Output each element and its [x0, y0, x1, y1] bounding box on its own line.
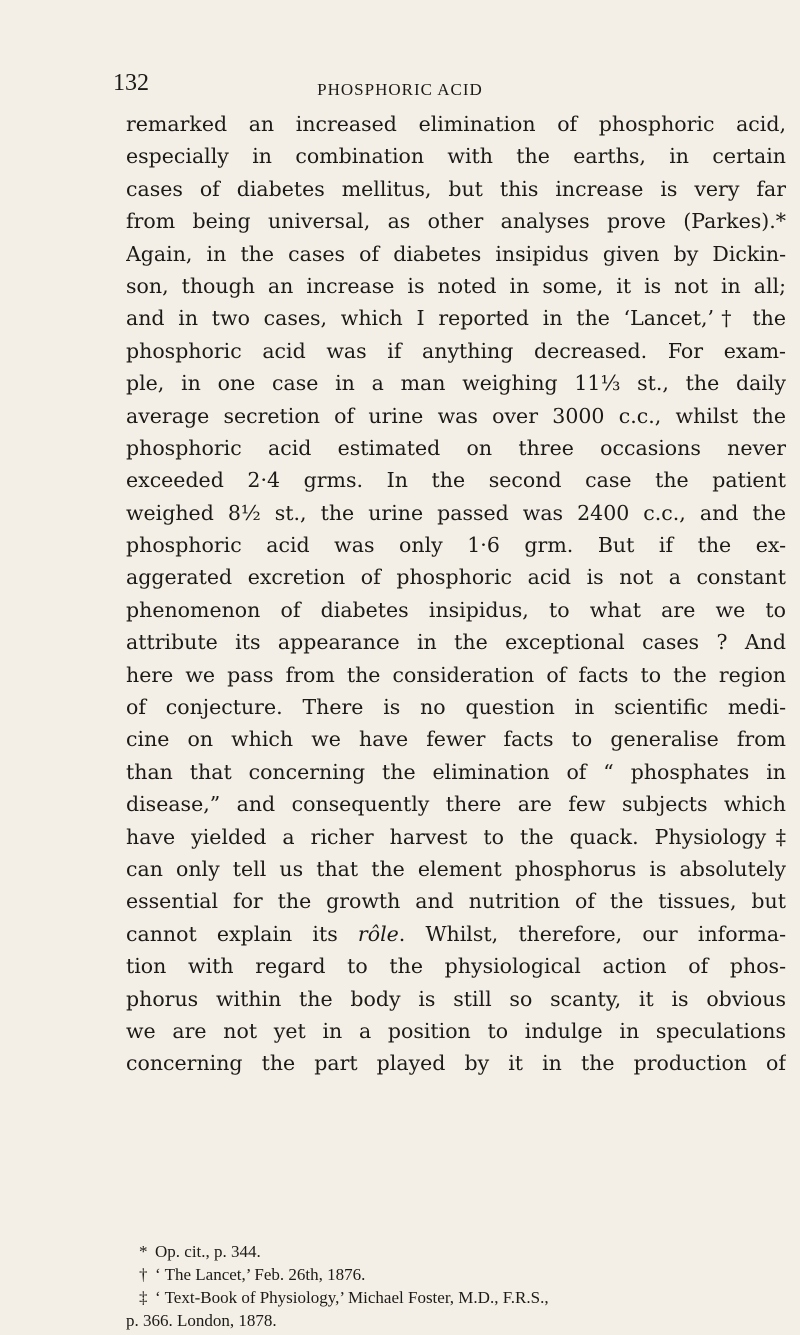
text-segment: cannot explain its — [126, 921, 358, 946]
text-line: weighed 8½ st., the urine passed was 2400 c.c., and the — [126, 500, 786, 525]
page-number: 132 — [113, 70, 149, 96]
footnote-mark: ‡ — [139, 1288, 148, 1307]
text-line: cine on which we have fewer facts to generalise from — [126, 727, 786, 752]
running-head: PHOSPHORIC ACID — [317, 80, 483, 99]
footnote-mark: † — [139, 1265, 148, 1284]
text-line: cases of diabetes mellitus, but this increase is very far — [126, 176, 786, 201]
body-text — [126, 108, 786, 1080]
text-line: have yielded a richer harvest to the quack. Physiology‡ — [126, 824, 786, 849]
text-line: tion with regard to the physiological action of phos- — [126, 954, 786, 979]
footnote-text: p. 366. London, 1878. — [126, 1311, 277, 1330]
text-line: exceeded 2·4 grms. In the second case the patient — [126, 468, 786, 493]
text-line: especially in combination with the earths, in certain — [126, 144, 786, 169]
text-line: ple, in one case in a man weighing 11⅓ st., the daily — [126, 371, 786, 396]
footnote-text: ‘ Text-Book of Physiology,’ Michael Foster, M.D., F.R.S., — [155, 1288, 549, 1307]
text-line: disease,” and consequently there are few subjects which — [126, 792, 786, 817]
text-line: and in two cases, which I reported in the ‘Lancet,’† the — [126, 306, 786, 331]
text-line: Again, in the cases of diabetes insipidus given by Dickin- — [126, 241, 786, 266]
italic-term: rôle — [357, 921, 399, 946]
text-line: average secretion of urine was over 3000 c.c., whilst the — [126, 403, 786, 428]
text-line: from being universal, as other analyses prove (Parkes).* — [126, 209, 786, 234]
footnote — [126, 1286, 786, 1309]
text-line: phorus within the body is still so scanty, it is obvious — [126, 986, 786, 1011]
footnote-text: ‘ The Lancet,’ Feb. 26th, 1876. — [155, 1265, 366, 1284]
text-line: attribute its appearance in the exceptional cases ? And — [126, 630, 786, 655]
footnote-text: Op. cit., p. 344. — [155, 1242, 261, 1261]
text-line: essential for the growth and nutrition of the tissues, but — [126, 889, 786, 914]
text-segment: . Whilst, therefore, our informa- — [398, 921, 786, 946]
text-line: than that concerning the elimination of “ phosphates in — [126, 759, 786, 784]
text-line: phosphoric acid was if anything decreased. For exam- — [126, 338, 786, 363]
text-line: remarked an increased elimination of phosphoric acid, — [126, 112, 786, 136]
text-line: here we pass from the consideration of facts to the region — [126, 662, 786, 687]
text-line-mixed — [126, 918, 786, 950]
footnote-mark: * — [139, 1242, 148, 1261]
text-line: son, though an increase is noted in some, it is not in all; — [126, 273, 786, 298]
text-line: phosphoric acid was only 1·6 grm. But if the ex- — [126, 533, 786, 558]
footnote-continuation — [126, 1309, 786, 1332]
text-line: of conjecture. There is no question in scientific medi- — [126, 695, 786, 720]
footnote — [126, 1240, 786, 1263]
text-line: phenomenon of diabetes insipidus, to what are we to — [126, 597, 786, 622]
text-line: concerning the part played by it in the production of — [126, 1051, 786, 1076]
text-line: can only tell us that the element phosphorus is absolutely — [126, 856, 786, 881]
text-line: aggerated excretion of phosphoric acid is not a constant — [126, 565, 786, 590]
text-line: phosphoric acid estimated on three occasions never — [126, 435, 786, 460]
footnotes — [126, 1240, 786, 1332]
footnote — [126, 1263, 786, 1286]
text-line: we are not yet in a position to indulge in speculations — [126, 1018, 786, 1043]
